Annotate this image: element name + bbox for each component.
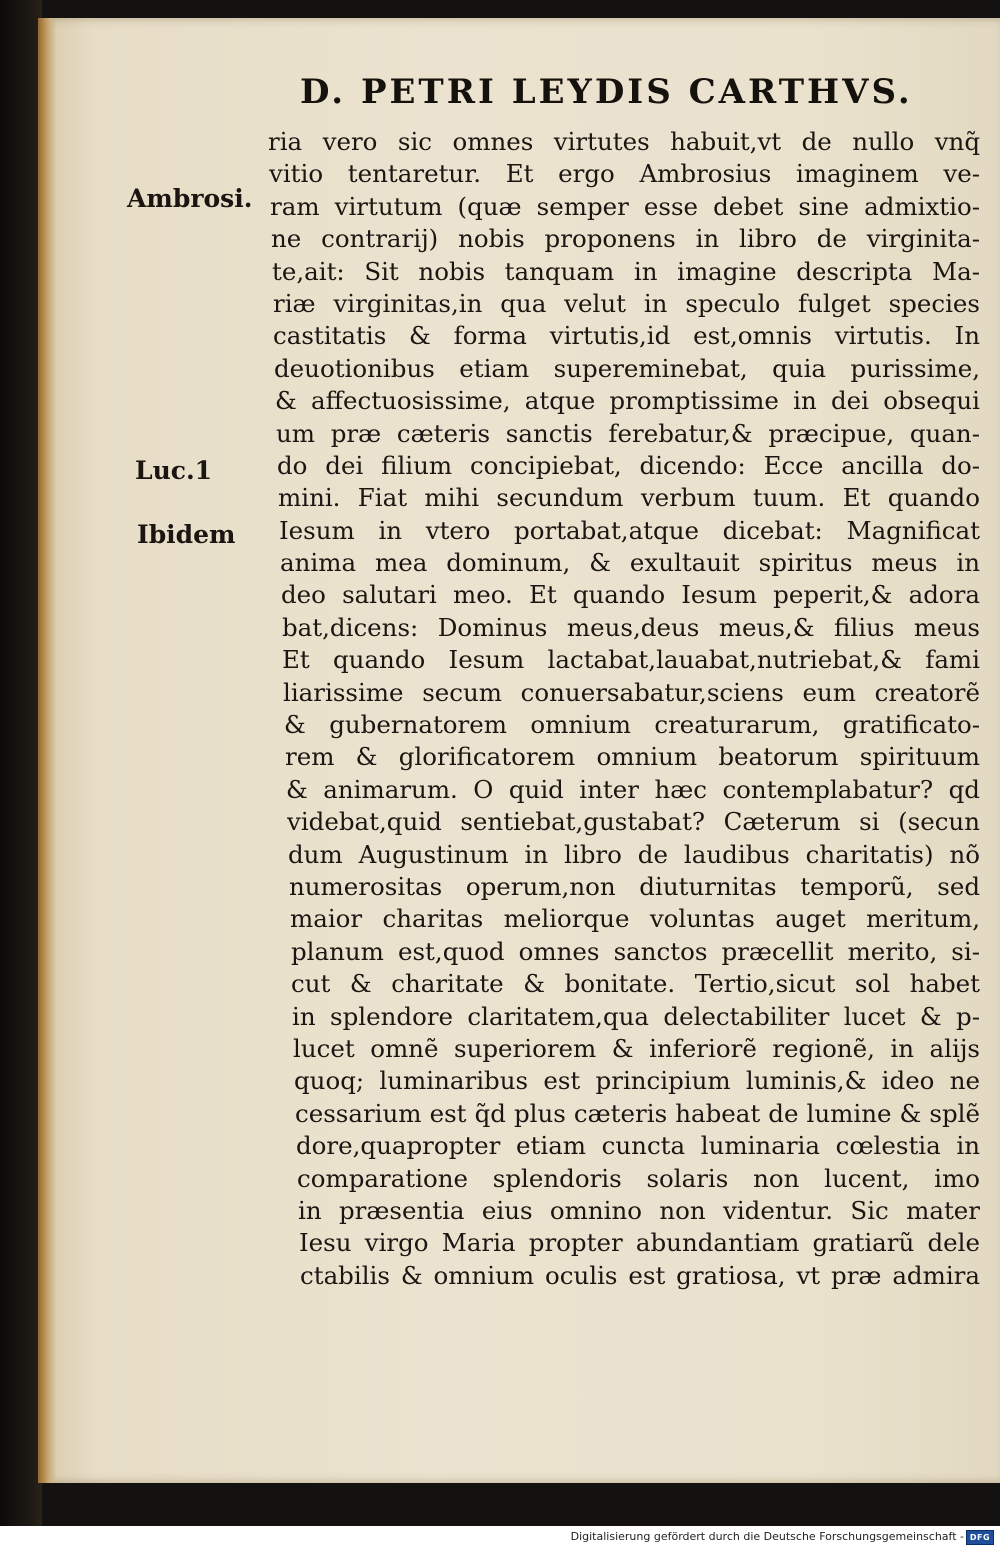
text-line: riæ virginitas,in qua velut in speculo fulget species <box>273 288 980 318</box>
text-line: ctabilis & omnium oculis est gratiosa, vt præ admira <box>300 1260 980 1290</box>
text-line: do dei filium concipiebat, dicendo: Ecce ancilla do- <box>277 450 980 480</box>
text-line: planum est,quod omnes sanctos præcellit merito, si- <box>291 936 980 966</box>
marginal-note-luc: Luc.1 <box>135 456 213 485</box>
text-line: um præ cæteris sanctis ferebatur,& præcipue, quan- <box>276 418 980 448</box>
body-text <box>268 126 980 1292</box>
marginal-note-ambrosi: Ambrosi. <box>127 184 253 213</box>
text-line: & affectuosissime, atque promptissime in dei obsequi <box>275 386 980 416</box>
text-line: & gubernatorem omnium creaturarum, gratificato- <box>284 710 980 740</box>
text-line: Et quando Iesum lactabat,lauabat,nutriebat,& fami <box>282 645 980 675</box>
text-line: ria vero sic omnes virtutes habuit,vt de nullo vnq̃ <box>268 127 980 156</box>
text-line: Iesum in vtero portabat,atque dicebat: Magnificat <box>279 515 980 545</box>
text-line: comparatione splendoris solaris non lucent, imo <box>297 1163 980 1193</box>
running-head: D. PETRI LEYDIS CARTHVS. <box>300 72 913 112</box>
text-line: ram virtutum (quæ semper esse debet sine admixtio- <box>270 191 980 221</box>
text-line: deo salutari meo. Et quando Iesum peperit,& adora <box>281 580 980 610</box>
text-line: lucet omnẽ superiorem & inferiorẽ regionẽ, in alijs <box>293 1033 980 1063</box>
funding-credit: Digitalisierung gefördert durch die Deutsche Forschungsgemeinschaft - <box>570 1530 964 1543</box>
text-line: in splendore claritatem,qua delectabiliter lucet & p- <box>292 1001 980 1031</box>
text-line: te,ait: Sit nobis tanquam in imagine descripta Ma- <box>272 256 980 286</box>
text-line: ne contrarij) nobis proponens in libro de virginita- <box>271 224 980 254</box>
text-line: videbat,quid sentiebat,gustabat? Cæterum si (secun <box>287 807 980 837</box>
text-line: in præsentia eius omnino non videntur. Sic mater <box>298 1195 980 1225</box>
marginal-note-ibidem: Ibidem <box>137 520 236 549</box>
text-line: cut & charitate & bonitate. Tertio,sicut sol habet <box>291 969 980 999</box>
footer-bar <box>0 1526 1000 1548</box>
dfg-logo: DFG <box>966 1530 994 1545</box>
text-line: dore,quapropter etiam cuncta luminaria cœlestia in <box>296 1131 980 1161</box>
text-line: Iesu virgo Maria propter abundantiam gratiarũ dele <box>299 1228 980 1258</box>
text-line: anima mea dominum, & exultauit spiritus meus in <box>280 548 980 578</box>
page-gutter <box>38 18 56 1483</box>
text-line: cessarium est q̃d plus cæteris habeat de lumine & splẽ <box>295 1098 980 1128</box>
text-line: mini. Fiat mihi secundum verbum tuum. Et quando <box>278 483 980 513</box>
text-line: liarissime secum conuersabatur,sciens eum creatorẽ <box>283 677 980 707</box>
text-line: dum Augustinum in libro de laudibus charitatis) nõ <box>288 839 980 869</box>
text-line: castitatis & forma virtutis,id est,omnis virtutis. In <box>273 321 980 351</box>
text-line: numerositas operum,non diuturnitas temporũ, sed <box>289 871 980 901</box>
text-line: rem & glorificatorem omnium beatorum spirituum <box>285 742 980 772</box>
text-line: quoq; luminaribus est principium luminis,& ideo ne <box>294 1066 980 1096</box>
text-line: & animarum. O quid inter hæc contemplabatur? qd <box>286 774 980 804</box>
text-line: vitio tentaretur. Et ergo Ambrosius imaginem ve- <box>269 159 980 189</box>
text-line: maior charitas meliorque voluntas auget meritum, <box>290 904 980 934</box>
text-line: bat,dicens: Dominus meus,deus meus,& filius meus <box>282 612 980 642</box>
book-cover-edge <box>0 0 42 1526</box>
text-line: deuotionibus etiam supereminebat, quia purissime, <box>274 353 980 383</box>
